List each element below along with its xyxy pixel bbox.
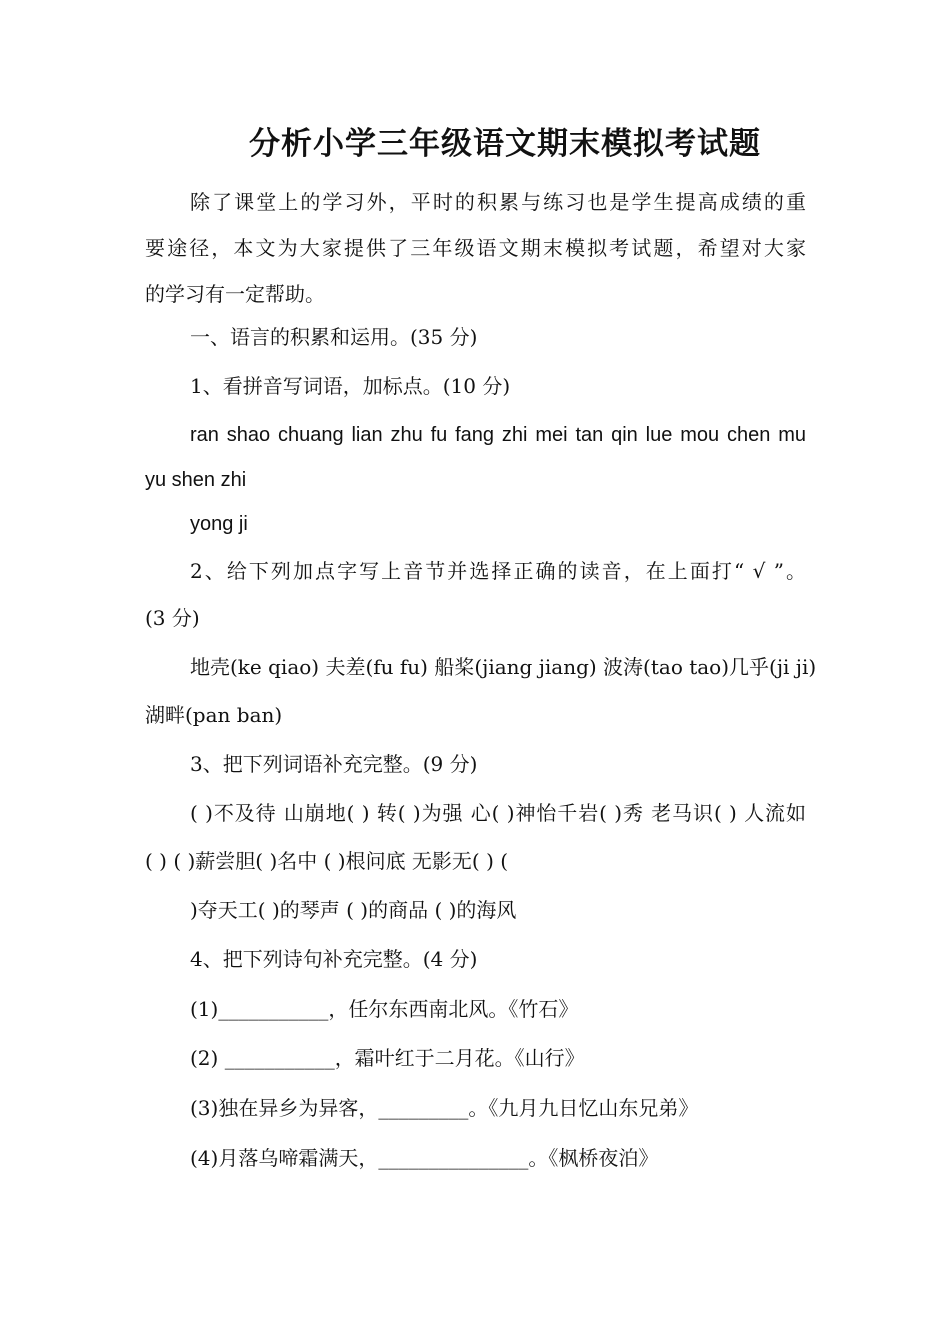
question-heading: 1、看拼音写词语，加标点。(10 分) (190, 374, 511, 398)
pinyin-line: yu shen zhi (145, 469, 247, 491)
question-content: )夺天工( )的琴声 ( )的商品 ( )的海风 (190, 898, 517, 922)
question-heading: 3、把下列词语补充完整。(9 分) (190, 752, 478, 776)
paragraph-line: 除了课堂上的学习外，平时的积累与练习也是学生提高成绩的重 (190, 190, 806, 214)
question-content: ( )不及待 山崩地( ) 转( )为强 心( )神怡千岩( )秀 老马识( ) 人流如 (190, 801, 806, 825)
paragraph-line: 要途径，本文为大家提供了三年级语文期末模拟考试题，希望对大家 (145, 236, 806, 260)
question-content: ( ) ( )薪尝胆( )名中 ( )根问底 无影无( ) ( (145, 849, 509, 873)
question-content: 地壳(ke qiao) 夫差(fu fu) 船桨(jiang jiang) 波涛(tao tao)几乎(ji ji) (190, 655, 817, 679)
question-heading: 2、给下列加点字写上音节并选择正确的读音，在上面打“ √ ”。 (190, 559, 806, 583)
poem-blank-line: (4)月落乌啼霜满天，_______________。《枫桥夜泊》 (190, 1146, 659, 1170)
poem-blank-line: (3)独在异乡为异客，_________。《九月九日忆山东兄弟》 (190, 1096, 699, 1120)
document-title: 分析小学三年级语文期末模拟考试题 (249, 126, 761, 162)
poem-blank-line: (1)___________，任尔东西南北风。《竹石》 (190, 997, 579, 1021)
poem-blank-line: (2) ___________，霜叶红于二月花。《山行》 (190, 1046, 585, 1070)
paragraph-line: 的学习有一定帮助。 (145, 282, 325, 306)
section-heading: 一、语言的积累和运用。(35 分) (190, 325, 478, 349)
question-content: 湖畔(pan ban) (145, 703, 283, 727)
pinyin-line: ran shao chuang lian zhu fu fang zhi mei tan qin lue mou chen mu (190, 424, 806, 446)
question-heading: 4、把下列诗句补充完整。(4 分) (190, 947, 478, 971)
pinyin-line: yong ji (190, 513, 248, 535)
question-score: (3 分) (145, 606, 200, 630)
